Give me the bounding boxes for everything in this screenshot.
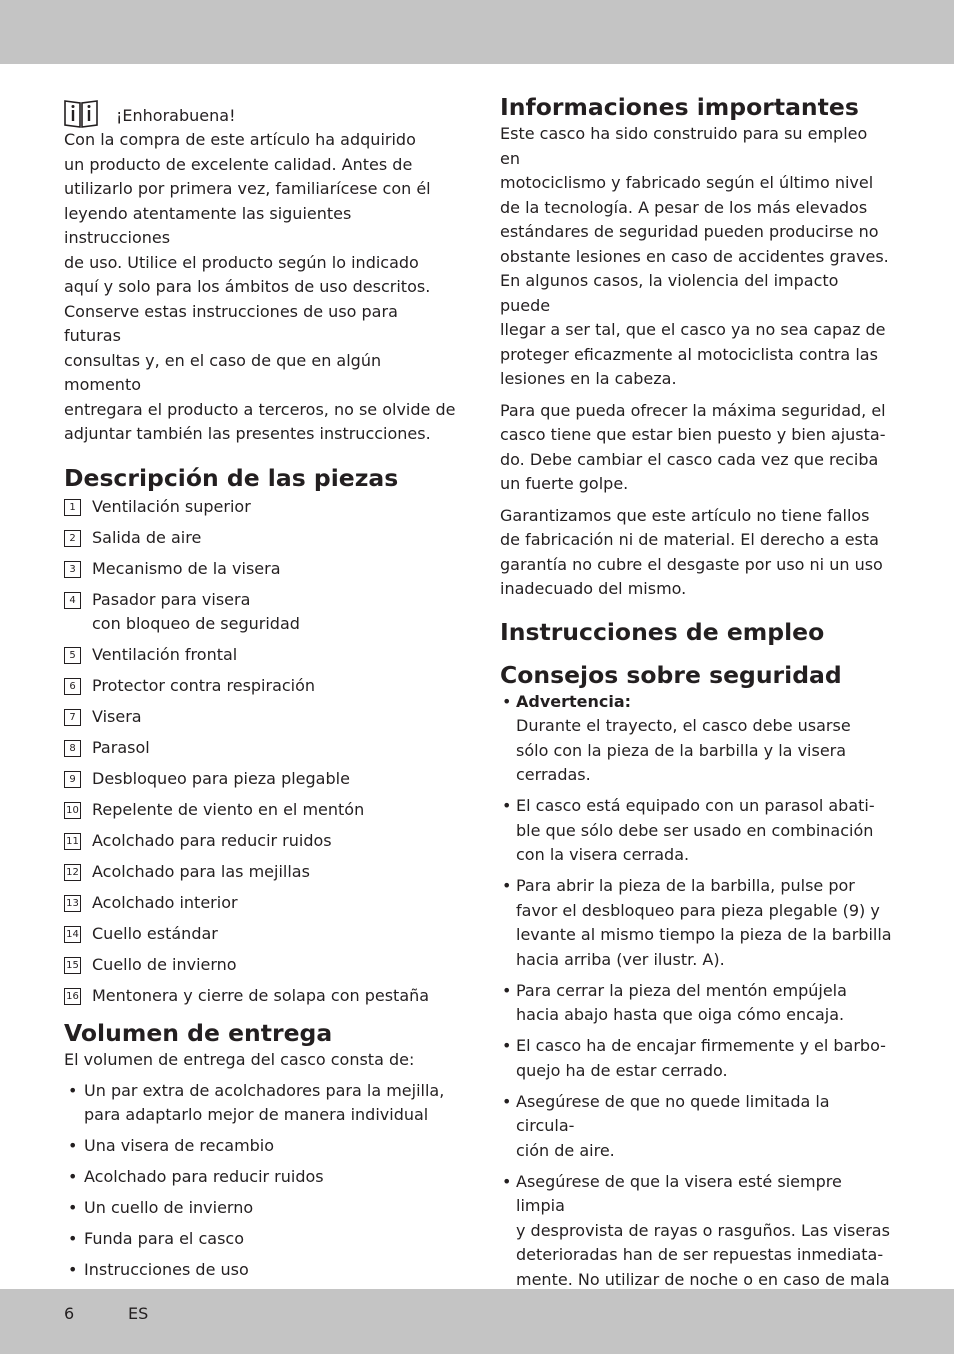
safety-list [500,690,892,1342]
delivery-list [64,1079,456,1283]
parts-item: 15 Cuello de invierno [64,953,456,978]
parts-heading: Descripción de las piezas [64,463,399,492]
parts-item: 2 Salida de aire [64,526,456,551]
delivery-heading: Volumen de entrega [64,1018,333,1047]
parts-item: 14 Cuello estándar [64,922,456,947]
safety-item: • Para cerrar la pieza del mentón empújela hacia abajo hasta que oiga cómo encaja. [500,979,892,1028]
important-paragraph: Para que pueda ofrecer la máxima seguridad, el casco tiene que estar bien puesto y bien ajusta- do. Debe cambiar el casco cada vez que reciba un fuerte golpe. [500,400,886,493]
parts-item: 11 Acolchado para reducir ruidos [64,829,456,854]
safety-warning: • Advertencia: Durante el trayecto, el casco debe usarse sólo con la pieza de la barbilla y la visera cerradas. [500,690,892,788]
parts-item: 12 Acolchado para las mejillas [64,860,456,885]
info-book-icon [64,98,98,128]
intro-section [64,94,456,447]
parts-item: 8 Parasol [64,736,456,761]
parts-item: 13 Acolchado interior [64,891,456,916]
intro-greeting: ¡Enhorabuena! [116,106,236,125]
delivery-item: • Una visera de recambio [64,1134,456,1159]
parts-list [64,495,456,1009]
parts-item: 9 Desbloqueo para pieza plegable [64,767,456,792]
safety-item: • Asegúrese de que la visera esté siempre limpia y desprovista de rayas o rasguños. Las viseras deterioradas han de ser repuestas inmediata- mente. No utilizar de noche o en caso de mala [500,1170,892,1342]
page-number: 6 [64,1304,75,1323]
delivery-item: • Funda para el casco [64,1227,456,1252]
safety-item: • Asegúrese de que no quede limitada la circula- ción de aire. [500,1090,892,1164]
parts-item: 6 Protector contra respiración [64,674,456,699]
parts-item: 1 Ventilación superior [64,495,456,520]
parts-item: 5 Ventilación frontal [64,643,456,668]
important-heading: Informaciones importantes [500,93,859,121]
right-column [500,92,892,1348]
header-band [0,0,954,64]
safety-heading: Consejos sobre seguridad [500,660,842,689]
parts-item: 16 Mentonera y cierre de solapa con pestaña [64,984,456,1009]
language-code: ES [128,1304,149,1323]
delivery-item: • Un cuello de invierno [64,1196,456,1221]
safety-item: • Para abrir la pieza de la barbilla, pulse por favor el desbloqueo para pieza plegable (9) y levante al mismo tiempo la pieza de la barbilla hacia arriba (ver ilustr. A). [500,874,892,972]
parts-item: 3 Mecanismo de la visera [64,557,456,582]
parts-item: 4 Pasador para visera con bloqueo de seguridad [64,588,456,637]
delivery-item: • Instrucciones de uso [64,1258,456,1283]
safety-item: • El casco está equipado con un parasol abati- ble que sólo debe ser usado en combinación con la visera cerrada. [500,794,892,868]
usage-heading: Instrucciones de empleo [500,617,825,646]
important-paragraph: Garantizamos que este artículo no tiene fallos de fabricación ni de material. El derecho a esta garantía no cubre el desgaste por uso ni un uso inadecuado del mismo. [500,505,883,598]
important-paragraph: Este casco ha sido construido para su empleo en motociclismo y fabricado según el último nivel de la tecnología. A pesar de los más elevados estándares de seguridad pueden producirse no obstante lesiones en caso de accidentes graves. En algunos casos, la violencia del impacto puede llegar a ser tal, que el casco ya no sea capaz de proteger eficazmente al motociclista contra las lesiones en la cabeza. [500,124,889,388]
safety-item: • El casco ha de encajar firmemente y el barbo- quejo ha de estar cerrado. [500,1034,892,1083]
left-column [64,94,456,1289]
delivery-intro: El volumen de entrega del casco consta de: [64,1049,415,1069]
parts-item: 10 Repelente de viento en el mentón [64,798,456,823]
intro-text: Con la compra de este artículo ha adquirido un producto de excelente calidad. Antes de utilizarlo por primera vez, familiarícese con él leyendo atentamente las siguientes instrucciones de uso. Utilice el producto según lo indicado aquí y solo para los ámbitos de uso descritos. Conserve estas instrucciones de uso para futuras consultas y, en el caso de que en algún momento entregara el producto a terceros, no se olvide de adjuntar también las presentes instrucciones. [64,130,456,443]
parts-item: 7 Visera [64,705,456,730]
delivery-item: • Acolchado para reducir ruidos [64,1165,456,1190]
delivery-item: • Un par extra de acolchadores para la mejilla, para adaptarlo mejor de manera individual [64,1079,456,1128]
